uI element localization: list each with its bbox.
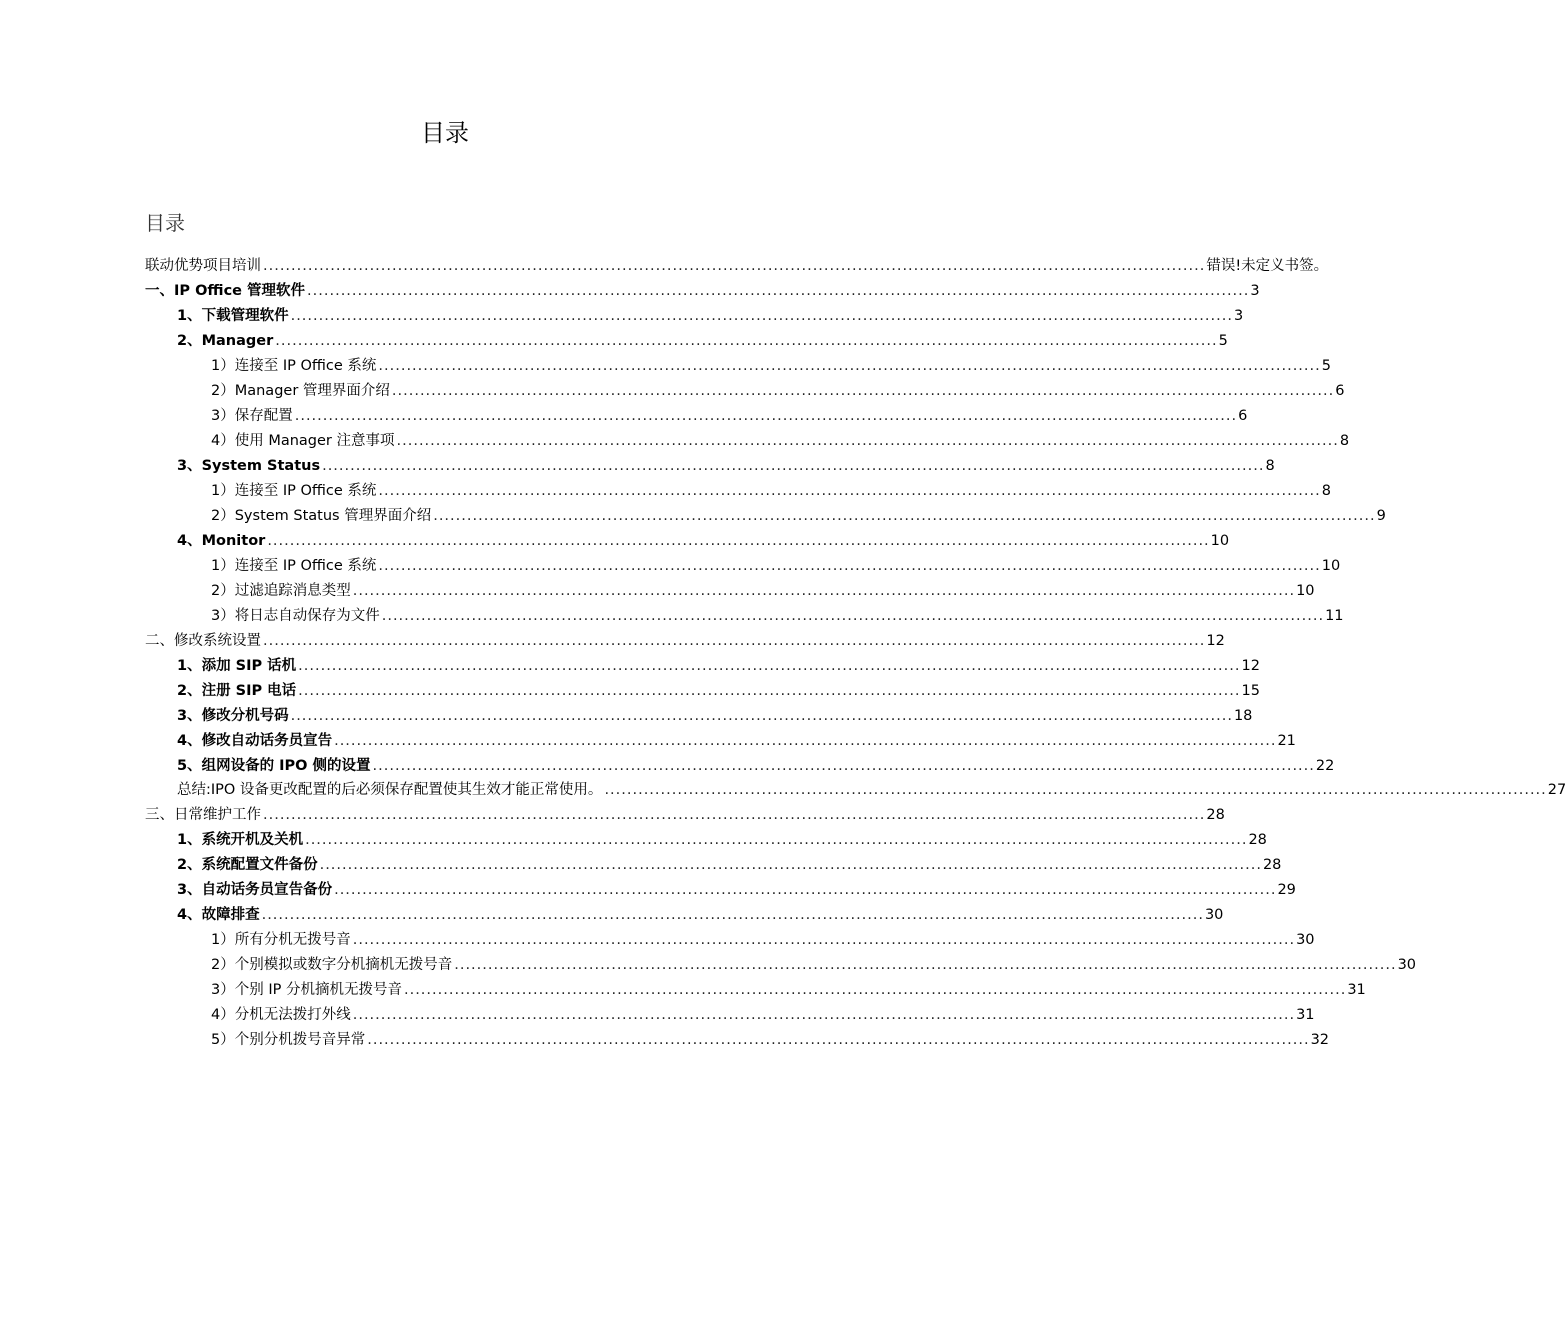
toc-entry[interactable]	[211, 430, 1350, 452]
toc-entry[interactable]	[145, 804, 1225, 826]
dot-leader: ........................................................................................................................................................................	[334, 733, 1277, 749]
toc-entry-page: 28	[1262, 857, 1282, 873]
toc-entry-label: 添加 SIP 话机	[201, 658, 297, 674]
dot-leader: ........................................................................................................................................................................	[290, 308, 1233, 324]
toc-entry[interactable]	[211, 480, 1331, 502]
dot-leader: ........................................................................................................................................................................	[263, 633, 1206, 649]
toc-entry[interactable]	[177, 730, 1296, 752]
toc-entry-page: 32	[1310, 1032, 1330, 1048]
toc-entry[interactable]	[145, 630, 1225, 652]
dot-leader: ........................................................................................................................................................................	[391, 383, 1335, 399]
dot-leader: ........................................................................................................................................................................	[372, 758, 1315, 774]
toc-entry[interactable]	[211, 580, 1315, 602]
toc-entry[interactable]	[211, 555, 1341, 577]
toc-entry-label: 3）将日志自动保存为文件	[211, 608, 380, 624]
toc-entry-page: 3	[1250, 283, 1260, 299]
toc-entry[interactable]	[211, 979, 1366, 1001]
dot-leader: ........................................................................................................................................................................	[381, 608, 1325, 624]
toc-entry-page: 12	[1206, 633, 1225, 649]
dot-leader: ........................................................................................................................................................................	[352, 1007, 1296, 1023]
toc-entry-label: 5）个别分机拨号音异常	[211, 1032, 366, 1048]
dot-leader: ........................................................................................................................................................................	[305, 832, 1248, 848]
toc-entry[interactable]	[177, 305, 1244, 327]
toc-entry-label: 2）Manager 管理界面介绍	[211, 383, 390, 399]
toc-entry-page: 15	[1241, 683, 1260, 699]
toc-entry-label: 4、修改自动话务员宣告	[177, 733, 333, 749]
toc-entry[interactable]	[211, 1029, 1330, 1051]
toc-entry[interactable]	[177, 879, 1296, 901]
toc-entry-page: 27	[1547, 782, 1566, 798]
toc-entry-label: 个别模拟或数字分机摘机无拨号音	[234, 957, 453, 973]
toc-entry-page: 10	[1321, 558, 1341, 574]
dot-leader: ........................................................................................................................................................................	[261, 907, 1204, 923]
dot-leader: ........................................................................................................................................................................	[307, 283, 1250, 299]
toc-entry-page: 10	[1296, 583, 1315, 599]
dot-leader: ........................................................................................................................................................................	[378, 558, 1321, 574]
toc-entry[interactable]	[211, 605, 1344, 627]
dot-leader: ........................................................................................................................................................................	[378, 483, 1321, 499]
toc-entry-label: 二、	[145, 633, 174, 649]
toc-entry-page: 30	[1204, 907, 1224, 923]
toc-entry[interactable]	[177, 680, 1260, 702]
toc-entry-label: 4）分机无法拨打外线	[211, 1007, 351, 1023]
toc-entry-label: 2）过滤追踪消息类型	[211, 583, 351, 599]
toc-entry-page: 12	[1241, 658, 1260, 674]
dot-leader: ........................................................................................................................................................................	[294, 408, 1238, 424]
toc-entry-page: 10	[1210, 533, 1230, 549]
dot-leader: ........................................................................................................................................................................	[263, 258, 1206, 274]
toc-heading: 目录	[145, 211, 185, 235]
toc-entry-page: 11	[1325, 608, 1344, 624]
toc-entry-label: 2）	[211, 957, 235, 973]
toc-entry-page: 21	[1277, 733, 1296, 749]
toc-entry-page: 5	[1218, 333, 1228, 349]
toc-entry-label: 4、故障排查	[177, 907, 260, 923]
dot-leader: ........................................................................................................................................................................	[267, 533, 1210, 549]
page-title: 目录	[421, 119, 469, 147]
toc-entry[interactable]	[211, 380, 1345, 402]
dot-leader: ........................................................................................................................................................................	[322, 458, 1265, 474]
dot-leader: ........................................................................................................................................................................	[396, 433, 1339, 449]
toc-entry[interactable]	[177, 755, 1335, 777]
toc-entry-label: 5、组网设备的 IPO 侧的设置	[177, 758, 371, 774]
dot-leader: ........................................................................................................................................................................	[275, 333, 1218, 349]
toc-entry-page: 31	[1347, 982, 1366, 998]
toc-entry-label: 1）连接至 IP Office 系统	[211, 483, 377, 499]
toc-entry-page: 22	[1315, 758, 1335, 774]
toc-entry-label: 联动优势项目培训	[145, 258, 261, 274]
dot-leader: ........................................................................................................................................................................	[433, 508, 1376, 524]
toc-entry-label: 1、下载管理软件	[177, 308, 289, 324]
toc-entry-label: 2、系统配置文件备份	[177, 857, 318, 873]
toc-entry-page: 30	[1397, 957, 1417, 973]
toc-entry-label: 3）	[211, 982, 235, 998]
toc-entry[interactable]	[177, 705, 1253, 727]
toc-entry[interactable]	[177, 455, 1275, 477]
toc-entry-page: 8	[1339, 433, 1350, 449]
toc-entry-label: 3、System Status	[177, 458, 321, 474]
dot-leader: ........................................................................................................................................................................	[334, 882, 1277, 898]
toc-entry[interactable]	[211, 405, 1248, 427]
toc-entry-label: 2、Manager	[177, 333, 274, 349]
toc-entry[interactable]	[177, 330, 1228, 352]
toc-entry-label: 注册 SIP 电话	[201, 683, 297, 699]
toc-entry-label: 1）所有分机无拨号音	[211, 932, 351, 948]
toc-entry-label: 4）使用 Manager 注意事项	[211, 433, 395, 449]
toc-entry-label: 三、日常维护工作	[145, 807, 261, 823]
toc-entry-label: 1）连接至 IP Office 系统	[211, 558, 377, 574]
toc-entry-page: 5	[1321, 358, 1331, 374]
dot-leader: ........................................................................................................................................................................	[454, 957, 1397, 973]
toc-entry[interactable]	[177, 655, 1260, 677]
toc-entry-label: 2）System Status 管理界面介绍	[211, 508, 432, 524]
toc-entry-label: 修改系统设置	[174, 633, 261, 649]
toc-entry[interactable]	[145, 255, 1329, 277]
toc-entry-page: 28	[1248, 832, 1267, 848]
toc-entry-label: 一、IP Office 管理软件	[145, 283, 306, 299]
toc-entry-label: 1）连接至 IP Office 系统	[211, 358, 377, 374]
toc-entry-page: 8	[1321, 483, 1331, 499]
dot-leader: ........................................................................................................................................................................	[263, 807, 1206, 823]
dot-leader: ........................................................................................................................................................................	[604, 782, 1547, 798]
toc-entry[interactable]	[211, 929, 1315, 951]
toc-entry-page: 31	[1296, 1007, 1315, 1023]
toc-entry-label: 3）保存配置	[211, 408, 293, 424]
toc-entry-label: 个别 IP 分机摘机无拨号音	[234, 982, 402, 998]
dot-leader: ........................................................................................................................................................................	[298, 658, 1241, 674]
toc-entry-page: 8	[1265, 458, 1275, 474]
toc-entry-page: 6	[1238, 408, 1248, 424]
dot-leader: ........................................................................................................................................................................	[298, 683, 1241, 699]
toc-entry-label: 总结:IPO 设备更改配置的后必须保存配置使其生效才能正常使用。	[177, 782, 603, 798]
toc-entry-page: 28	[1206, 807, 1225, 823]
toc-entry[interactable]	[177, 904, 1224, 926]
toc-entry-page: 30	[1296, 932, 1315, 948]
toc-entry-label: 3、自动话务员宣告备份	[177, 882, 333, 898]
toc-entry[interactable]	[211, 1004, 1315, 1026]
dot-leader: ........................................................................................................................................................................	[352, 932, 1296, 948]
dot-leader: ........................................................................................................................................................................	[290, 708, 1233, 724]
dot-leader: ........................................................................................................................................................................	[352, 583, 1296, 599]
toc-entry-page: 9	[1376, 508, 1386, 524]
dot-leader: ........................................................................................................................................................................	[403, 982, 1347, 998]
toc-entry[interactable]	[177, 829, 1267, 851]
toc-entry[interactable]	[145, 280, 1260, 302]
toc-entry[interactable]	[177, 854, 1282, 876]
toc-entry[interactable]	[211, 355, 1331, 377]
toc-entry[interactable]	[211, 505, 1386, 527]
toc-entry[interactable]	[211, 954, 1417, 976]
dot-leader: ........................................................................................................................................................................	[319, 857, 1262, 873]
dot-leader: ........................................................................................................................................................................	[378, 358, 1321, 374]
toc-entry[interactable]	[177, 779, 1566, 801]
toc-entry-page: 6	[1335, 383, 1345, 399]
toc-entry-page: 18	[1233, 708, 1253, 724]
toc-entry-label: 2、	[177, 683, 202, 699]
toc-entry-label: 3、修改分机号码	[177, 708, 289, 724]
toc-entry-page: 3	[1233, 308, 1244, 324]
toc-entry-label: 1、	[177, 658, 202, 674]
dot-leader: ........................................................................................................................................................................	[367, 1032, 1310, 1048]
toc-entry-label: 1、系统开机及关机	[177, 832, 304, 848]
toc-entry-label: 4、Monitor	[177, 533, 266, 549]
toc-entry[interactable]	[177, 530, 1230, 552]
toc-entry-page: 29	[1277, 882, 1296, 898]
toc-entry-page: 错误!未定义书签。	[1206, 258, 1329, 274]
